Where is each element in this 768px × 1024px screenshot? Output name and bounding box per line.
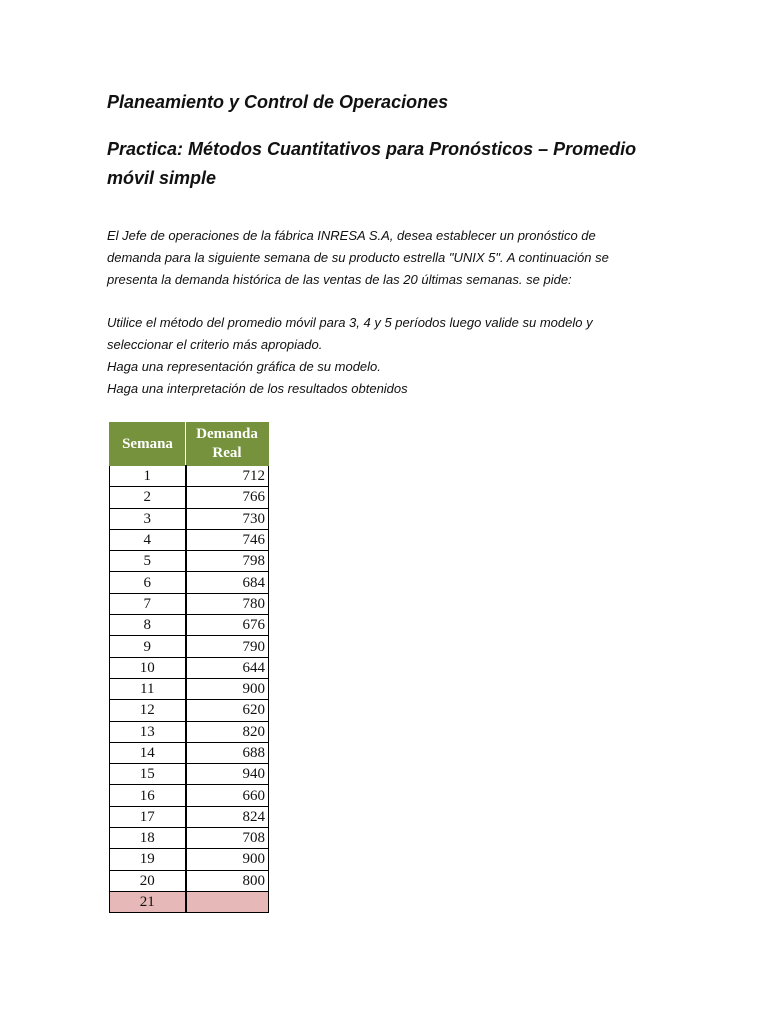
week-cell: 5 bbox=[110, 551, 186, 572]
task-line: Haga una interpretación de los resultados obtenidos bbox=[107, 381, 408, 396]
demand-cell: 940 bbox=[186, 764, 269, 785]
header-demand-line1: Demanda bbox=[196, 426, 258, 442]
demand-cell bbox=[186, 891, 269, 912]
table-row bbox=[110, 615, 269, 636]
week-cell: 2 bbox=[110, 487, 186, 508]
header-demand-line2: Real bbox=[212, 445, 242, 461]
table-row bbox=[110, 785, 269, 806]
table-row bbox=[110, 764, 269, 785]
demand-cell: 900 bbox=[186, 849, 269, 870]
demand-table bbox=[109, 422, 269, 913]
demand-cell: 746 bbox=[186, 529, 269, 550]
table-row bbox=[110, 849, 269, 870]
week-cell: 10 bbox=[110, 657, 186, 678]
demand-cell: 820 bbox=[186, 721, 269, 742]
week-cell: 15 bbox=[110, 764, 186, 785]
week-cell: 9 bbox=[110, 636, 186, 657]
table-body bbox=[110, 466, 269, 913]
demand-cell: 790 bbox=[186, 636, 269, 657]
demand-cell: 766 bbox=[186, 487, 269, 508]
table-row bbox=[110, 487, 269, 508]
demand-cell: 900 bbox=[186, 678, 269, 699]
demand-cell: 798 bbox=[186, 551, 269, 572]
table-row bbox=[110, 870, 269, 891]
week-cell: 14 bbox=[110, 742, 186, 763]
week-cell: 21 bbox=[110, 891, 186, 912]
table-header-row bbox=[110, 423, 269, 466]
table-row bbox=[110, 636, 269, 657]
demand-cell: 676 bbox=[186, 615, 269, 636]
demand-cell: 824 bbox=[186, 806, 269, 827]
subtitle-line: móvil simple bbox=[107, 168, 217, 188]
week-cell: 12 bbox=[110, 700, 186, 721]
table-row bbox=[110, 657, 269, 678]
week-cell: 3 bbox=[110, 508, 186, 529]
task-paragraph bbox=[107, 312, 667, 400]
intro-line: El Jefe de operaciones de la fábrica INRESA S.A, desea establecer un pronóstico de bbox=[107, 228, 596, 243]
subtitle-line: Practica: Métodos Cuantitativos para Pronósticos – Promedio bbox=[107, 139, 637, 159]
week-cell: 13 bbox=[110, 721, 186, 742]
demand-cell: 644 bbox=[186, 657, 269, 678]
week-cell: 11 bbox=[110, 678, 186, 699]
intro-paragraph bbox=[107, 225, 667, 291]
week-cell: 8 bbox=[110, 615, 186, 636]
demand-cell: 620 bbox=[186, 700, 269, 721]
table-row bbox=[110, 572, 269, 593]
week-cell: 17 bbox=[110, 806, 186, 827]
week-cell: 1 bbox=[110, 466, 186, 487]
table-row bbox=[110, 828, 269, 849]
week-cell: 4 bbox=[110, 529, 186, 550]
table-row bbox=[110, 721, 269, 742]
demand-cell: 708 bbox=[186, 828, 269, 849]
header-demand bbox=[186, 423, 269, 466]
intro-line: demanda para la siguiente semana de su producto estrella "UNIX 5". A continuación se bbox=[107, 250, 609, 265]
table-row bbox=[110, 593, 269, 614]
demand-cell: 688 bbox=[186, 742, 269, 763]
table-row bbox=[110, 700, 269, 721]
table-row bbox=[110, 466, 269, 487]
demand-cell: 660 bbox=[186, 785, 269, 806]
task-line: seleccionar el criterio más apropiado. bbox=[107, 337, 323, 352]
document-title: Planeamiento y Control de Operaciones bbox=[107, 92, 449, 112]
table-row bbox=[110, 551, 269, 572]
task-line: Utilice el método del promedio móvil para 3, 4 y 5 períodos luego valide su modelo y bbox=[107, 315, 593, 330]
week-cell: 19 bbox=[110, 849, 186, 870]
demand-cell: 780 bbox=[186, 593, 269, 614]
table-row bbox=[110, 678, 269, 699]
header-week: Semana bbox=[110, 423, 186, 466]
task-line: Haga una representación gráfica de su modelo. bbox=[107, 359, 381, 374]
document-subtitle bbox=[107, 135, 667, 193]
demand-cell: 712 bbox=[186, 466, 269, 487]
intro-line: presenta la demanda histórica de las ventas de las 20 últimas semanas. se pide: bbox=[107, 272, 572, 287]
table-row bbox=[110, 508, 269, 529]
table-row bbox=[110, 891, 269, 912]
demand-cell: 800 bbox=[186, 870, 269, 891]
week-cell: 18 bbox=[110, 828, 186, 849]
table-row bbox=[110, 806, 269, 827]
table-row bbox=[110, 529, 269, 550]
table-row bbox=[110, 742, 269, 763]
demand-cell: 730 bbox=[186, 508, 269, 529]
week-cell: 16 bbox=[110, 785, 186, 806]
demand-cell: 684 bbox=[186, 572, 269, 593]
week-cell: 20 bbox=[110, 870, 186, 891]
week-cell: 6 bbox=[110, 572, 186, 593]
week-cell: 7 bbox=[110, 593, 186, 614]
